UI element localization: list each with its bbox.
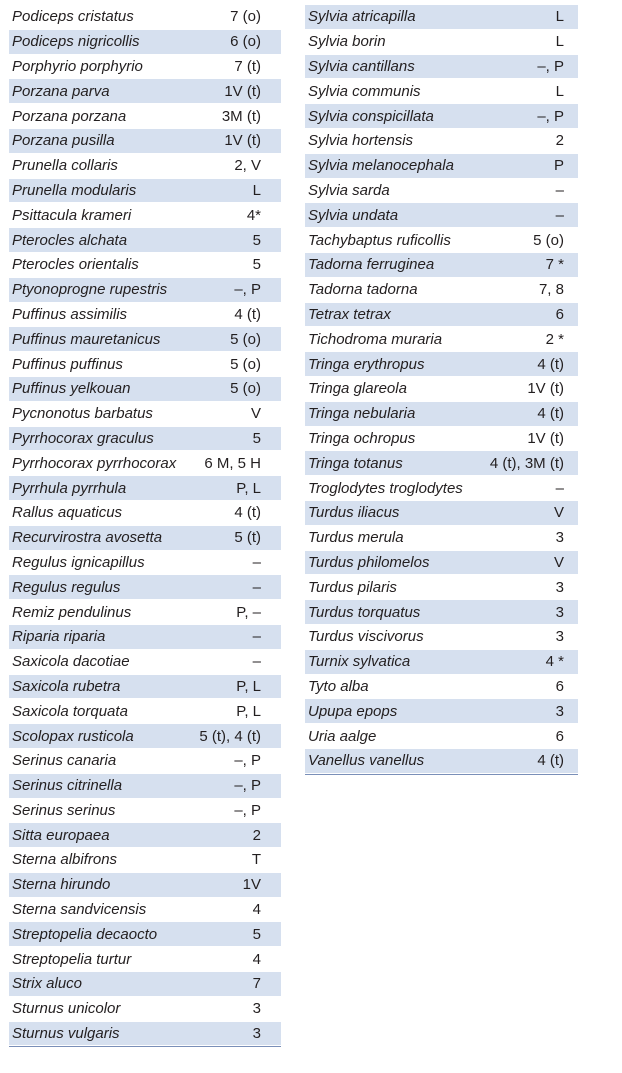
status-code: 4 (t) — [537, 405, 564, 423]
table-row — [9, 427, 281, 452]
status-code: 5 (o) — [533, 231, 564, 249]
species-name: Tetrax tetrax — [308, 305, 391, 323]
status-code: 5 — [252, 925, 261, 943]
status-code: L — [555, 82, 564, 100]
species-name: Saxicola rubetra — [12, 677, 121, 695]
status-code: L — [252, 181, 261, 199]
species-name: Pterocles alchata — [12, 231, 128, 249]
status-code: 4 (t) — [537, 355, 564, 373]
status-code: 5 — [252, 256, 261, 274]
species-name: Pyrrhocorax pyrrhocorax — [12, 454, 177, 472]
status-code: 3 — [555, 603, 564, 621]
table-row — [9, 501, 281, 526]
species-name: Pyrrhocorax graculus — [12, 429, 154, 447]
species-name: Streptopelia decaocto — [12, 925, 158, 943]
table-row — [305, 724, 578, 749]
species-name: Podiceps nigricollis — [12, 33, 140, 51]
status-code: – — [252, 553, 261, 571]
status-code: 4 (t) — [234, 305, 261, 323]
status-code: 3 — [555, 578, 564, 596]
table-row — [305, 749, 578, 774]
table-row — [9, 823, 281, 848]
species-name: Sylvia undata — [308, 206, 399, 224]
status-code: 5 — [252, 231, 261, 249]
status-code: P, L — [236, 677, 261, 695]
table-row — [305, 451, 578, 476]
species-name: Streptopelia turtur — [12, 950, 132, 968]
status-code: 3 — [555, 529, 564, 547]
status-code: 6 M, 5 H — [204, 454, 261, 472]
table-row — [9, 551, 281, 576]
species-name: Sylvia borin — [308, 33, 386, 51]
table-row — [9, 947, 281, 972]
table-row — [305, 179, 578, 204]
species-name: Tadorna tadorna — [308, 281, 418, 299]
status-code: 3 — [252, 1000, 261, 1018]
status-code: 5 (o) — [230, 330, 261, 348]
status-code: 5 — [252, 429, 261, 447]
species-name: Regulus regulus — [12, 578, 121, 596]
status-code: 4 (t) — [537, 752, 564, 770]
species-name: Tringa erythropus — [308, 355, 425, 373]
species-name: Strix aluco — [12, 975, 83, 993]
table-row — [305, 402, 578, 427]
status-code: 7, 8 — [538, 281, 564, 299]
species-name: Serinus serinus — [12, 801, 116, 819]
status-code: 1V (t) — [224, 82, 261, 100]
table-row — [9, 476, 281, 501]
table-row — [305, 675, 578, 700]
species-name: Saxicola torquata — [12, 702, 128, 720]
status-code: 4 * — [545, 653, 564, 671]
species-name: Tadorna ferruginea — [308, 256, 435, 274]
species-name: Porzana porzana — [12, 107, 127, 125]
species-name: Pycnonotus barbatus — [12, 405, 153, 423]
table-row — [305, 625, 578, 650]
species-name: Psittacula krameri — [12, 206, 132, 224]
status-code: T — [251, 851, 261, 869]
table-row — [9, 352, 281, 377]
table-row — [9, 922, 281, 947]
species-name: Sterna hirundo — [12, 876, 111, 894]
table-row — [305, 30, 578, 55]
status-code: V — [250, 405, 261, 423]
species-name: Puffinus assimilis — [12, 305, 128, 323]
species-name: Turdus iliacus — [308, 504, 400, 522]
status-code: –, P — [537, 57, 564, 75]
status-code: 4 (t) — [234, 504, 261, 522]
species-name: Turnix sylvatica — [308, 653, 411, 671]
species-name: Sitta europaea — [12, 826, 110, 844]
table-row — [305, 526, 578, 551]
species-name: Sylvia hortensis — [308, 132, 414, 150]
table-row — [305, 278, 578, 303]
table-row — [9, 898, 281, 923]
status-code: 4 (t), 3M (t) — [489, 454, 564, 472]
table-row — [9, 129, 281, 154]
table-row — [9, 228, 281, 253]
table-row — [9, 203, 281, 228]
species-name: Pyrrhula pyrrhula — [12, 479, 127, 497]
status-code: 1V (t) — [527, 380, 564, 398]
status-code: – — [555, 206, 564, 224]
table-row — [305, 427, 578, 452]
table-row — [9, 278, 281, 303]
table-row — [9, 972, 281, 997]
status-code: – — [555, 479, 564, 497]
status-code: P — [553, 157, 564, 175]
status-code: V — [553, 553, 564, 571]
species-name: Sturnus unicolor — [12, 1000, 121, 1018]
table-row — [305, 228, 578, 253]
table-row — [305, 203, 578, 228]
status-code: P, – — [236, 603, 261, 621]
status-code: 2, V — [234, 157, 261, 175]
table-bottom-rule — [9, 1046, 281, 1047]
species-name: Sylvia conspicillata — [308, 107, 434, 125]
species-name: Scolopax rusticola — [12, 727, 134, 745]
species-name: Sylvia melanocephala — [308, 157, 454, 175]
status-code: 3 — [555, 628, 564, 646]
table-row — [305, 551, 578, 576]
table-row — [9, 1022, 281, 1047]
status-code: L — [555, 33, 564, 51]
table-row — [305, 55, 578, 80]
species-name: Troglodytes troglodytes — [308, 479, 463, 497]
status-code: –, P — [537, 107, 564, 125]
species-name: Sylvia sarda — [308, 181, 390, 199]
table-row — [9, 30, 281, 55]
table-row — [305, 129, 578, 154]
species-name: Tyto alba — [308, 677, 369, 695]
status-code: 4* — [246, 206, 261, 224]
species-name: Puffinus puffinus — [12, 355, 123, 373]
table-row — [9, 377, 281, 402]
table-row — [305, 650, 578, 675]
species-name: Rallus aquaticus — [12, 504, 123, 522]
species-name: Sylvia atricapilla — [308, 8, 416, 26]
species-name: Pterocles orientalis — [12, 256, 139, 274]
species-name: Tachybaptus ruficollis — [308, 231, 451, 249]
table-row — [305, 327, 578, 352]
table-row — [305, 303, 578, 328]
status-code: 3M (t) — [221, 107, 261, 125]
table-row — [305, 352, 578, 377]
status-code: –, P — [234, 752, 261, 770]
species-name: Ptyonoprogne rupestris — [12, 281, 168, 299]
table-column-right — [305, 5, 578, 775]
table-row — [9, 675, 281, 700]
species-name: Tringa ochropus — [308, 429, 416, 447]
table-row — [9, 699, 281, 724]
table-row — [305, 253, 578, 278]
status-code: –, P — [234, 801, 261, 819]
species-name: Turdus viscivorus — [308, 628, 424, 646]
status-code: – — [252, 653, 261, 671]
status-code: 7 (o) — [230, 8, 261, 26]
status-code: 4 — [252, 901, 261, 919]
species-name: Serinus canaria — [12, 752, 117, 770]
status-code: – — [252, 628, 261, 646]
table-row — [9, 799, 281, 824]
table-row — [305, 575, 578, 600]
species-name: Saxicola dacotiae — [12, 653, 130, 671]
table-row — [9, 873, 281, 898]
status-code: 3 — [555, 702, 564, 720]
table-row — [9, 154, 281, 179]
species-name: Sturnus vulgaris — [12, 1025, 120, 1043]
table-row — [9, 5, 281, 30]
table-row — [9, 526, 281, 551]
status-code: 1V — [242, 876, 261, 894]
species-name: Remiz pendulinus — [12, 603, 132, 621]
table-row — [9, 402, 281, 427]
table-bottom-rule — [305, 774, 578, 775]
table-row — [9, 55, 281, 80]
status-code: –, P — [234, 281, 261, 299]
status-code: 6 — [555, 727, 564, 745]
table-row — [9, 997, 281, 1022]
table-row — [305, 104, 578, 129]
status-code: 1V (t) — [527, 429, 564, 447]
table-row — [9, 253, 281, 278]
table-row — [9, 104, 281, 129]
status-code: P, L — [236, 702, 261, 720]
status-code: 5 (t), 4 (t) — [199, 727, 261, 745]
status-code: 3 — [252, 1025, 261, 1043]
species-name: Tringa glareola — [308, 380, 407, 398]
status-code: L — [555, 8, 564, 26]
status-code: V — [553, 504, 564, 522]
species-name: Tringa totanus — [308, 454, 403, 472]
species-name: Tringa nebularia — [308, 405, 416, 423]
table-row — [9, 749, 281, 774]
status-code: 2 — [555, 132, 564, 150]
species-name: Sylvia communis — [308, 82, 421, 100]
status-code: 1V (t) — [224, 132, 261, 150]
species-name: Turdus philomelos — [308, 553, 430, 571]
status-code: 2 — [252, 826, 261, 844]
table-row — [305, 79, 578, 104]
table-row — [9, 600, 281, 625]
table-row — [9, 79, 281, 104]
species-name: Podiceps cristatus — [12, 8, 134, 26]
species-name: Recurvirostra avosetta — [12, 529, 163, 547]
species-name: Prunella modularis — [12, 181, 137, 199]
species-name: Prunella collaris — [12, 157, 118, 175]
table-row — [305, 600, 578, 625]
status-code: 5 (o) — [230, 355, 261, 373]
status-code: 5 (t) — [234, 529, 261, 547]
species-name: Tichodroma muraria — [308, 330, 443, 348]
table-row — [305, 699, 578, 724]
table-column-left — [9, 5, 281, 1047]
species-name: Turdus merula — [308, 529, 404, 547]
status-code: 7 * — [545, 256, 564, 274]
status-code: 2 * — [545, 330, 564, 348]
species-name: Vanellus vanellus — [308, 752, 425, 770]
species-name: Upupa epops — [308, 702, 398, 720]
status-code: 6 (o) — [230, 33, 261, 51]
status-code: – — [252, 578, 261, 596]
species-name: Puffinus mauretanicus — [12, 330, 161, 348]
species-name: Puffinus yelkouan — [12, 380, 131, 398]
table-row — [305, 501, 578, 526]
species-name: Sterna sandvicensis — [12, 901, 147, 919]
status-code: 5 (o) — [230, 380, 261, 398]
status-code: P, L — [236, 479, 261, 497]
species-name: Serinus citrinella — [12, 777, 123, 795]
species-name: Sterna albifrons — [12, 851, 118, 869]
species-name: Porzana pusilla — [12, 132, 115, 150]
status-code: 6 — [555, 305, 564, 323]
species-name: Porzana parva — [12, 82, 110, 100]
status-code: 7 (t) — [234, 57, 261, 75]
table-row — [305, 154, 578, 179]
table-row — [9, 650, 281, 675]
status-code: 4 — [252, 950, 261, 968]
table-row — [9, 848, 281, 873]
table-row — [9, 179, 281, 204]
table-row — [9, 724, 281, 749]
table-row — [9, 625, 281, 650]
table-row — [9, 327, 281, 352]
table-row — [305, 476, 578, 501]
table-row — [9, 774, 281, 799]
species-name: Regulus ignicapillus — [12, 553, 145, 571]
status-code: –, P — [234, 777, 261, 795]
species-name: Uria aalge — [308, 727, 377, 745]
table-row — [305, 5, 578, 30]
species-name: Porphyrio porphyrio — [12, 57, 143, 75]
status-code: – — [555, 181, 564, 199]
species-name: Turdus pilaris — [308, 578, 397, 596]
status-code: 7 — [252, 975, 261, 993]
table-row — [9, 575, 281, 600]
species-name: Riparia riparia — [12, 628, 106, 646]
species-name: Sylvia cantillans — [308, 57, 415, 75]
table-row — [9, 303, 281, 328]
status-code: 6 — [555, 677, 564, 695]
table-row — [305, 377, 578, 402]
species-name: Turdus torquatus — [308, 603, 421, 621]
table-row — [9, 451, 281, 476]
